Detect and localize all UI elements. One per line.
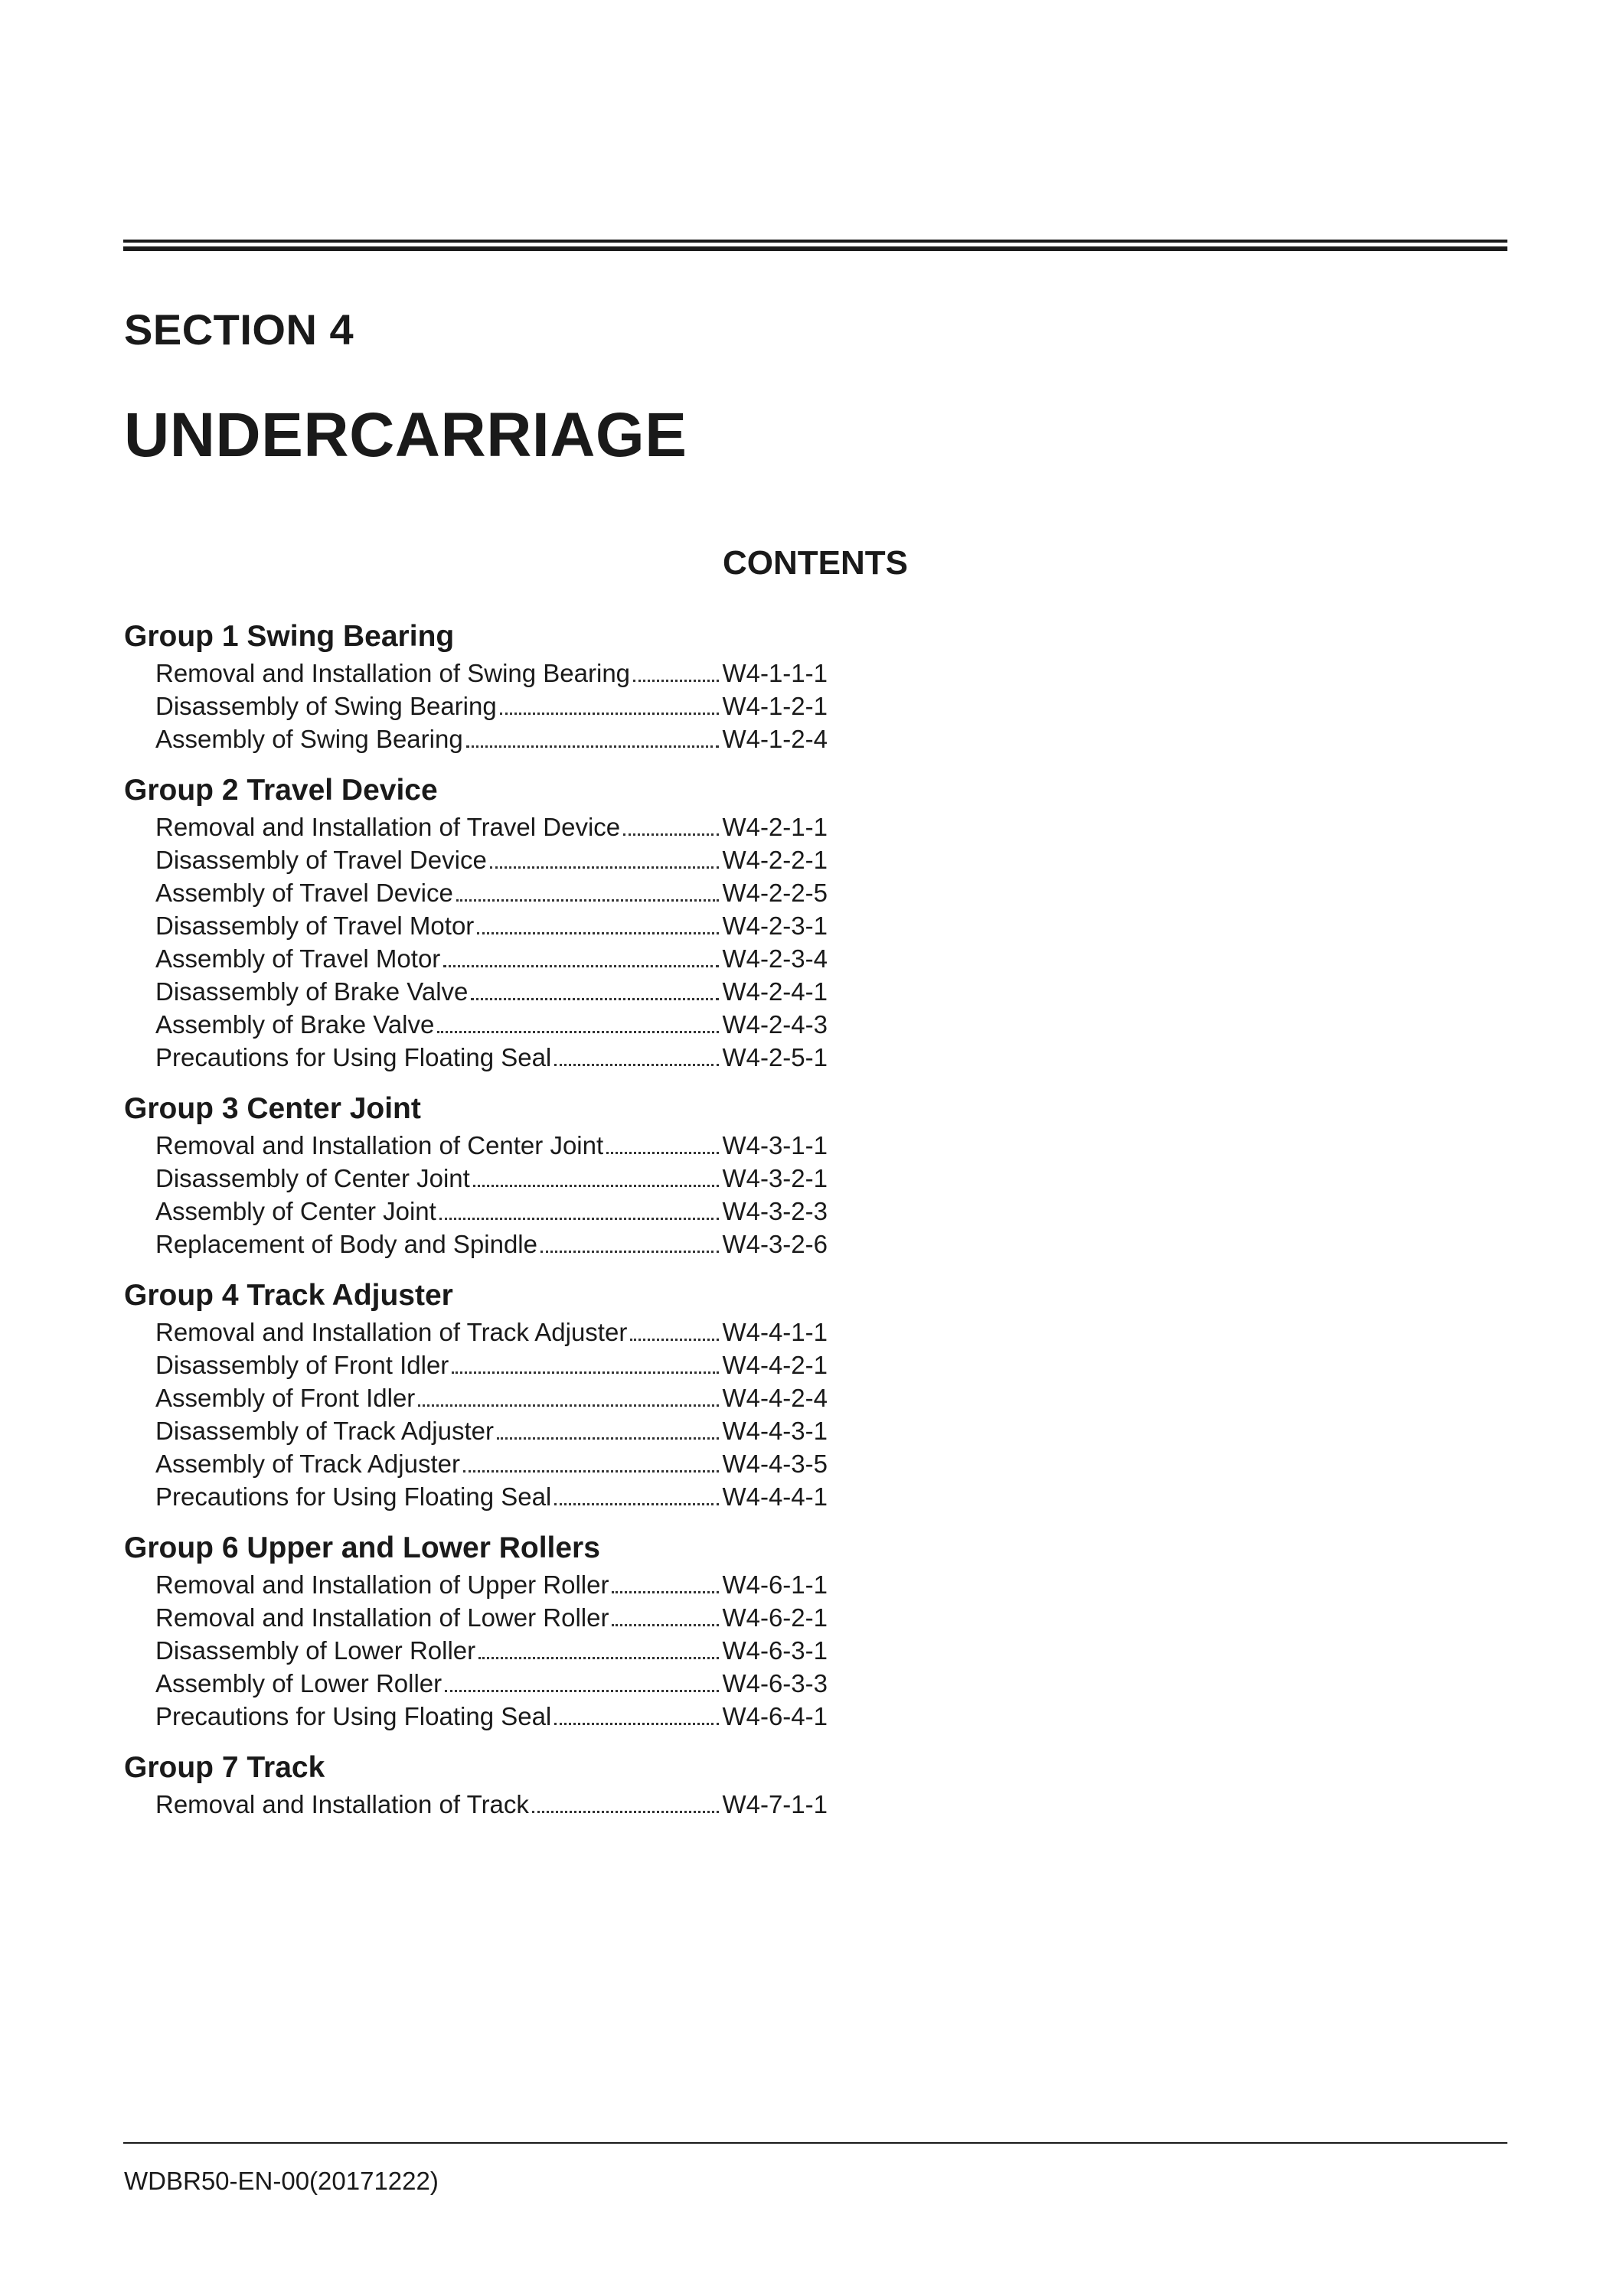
toc-entry-title: Removal and Installation of Track Adjuster [155,1318,628,1346]
toc-entry[interactable] [155,876,828,909]
table-of-contents [124,617,828,1836]
contents-heading: CONTENTS [723,544,908,582]
toc-entry-page: W4-4-4-1 [722,1482,828,1511]
dot-leader [612,1624,719,1626]
toc-entry-title: Removal and Installation of Travel Device [155,813,621,841]
toc-entry[interactable] [155,657,828,690]
toc-group [124,1276,828,1513]
dot-leader [623,833,719,836]
toc-group-title[interactable]: Group 1 Swing Bearing [124,620,455,653]
dot-leader [466,745,720,748]
toc-group-title[interactable]: Group 2 Travel Device [124,774,438,807]
toc-group [124,617,828,755]
dot-leader [456,899,720,902]
toc-entry-title: Assembly of Track Adjuster [155,1450,460,1478]
toc-entry[interactable] [155,1601,828,1634]
toc-entry-page: W4-2-3-4 [722,944,828,973]
toc-entry[interactable] [155,1447,828,1480]
toc-entry-page: W4-1-2-1 [722,692,828,720]
toc-group [124,1089,828,1261]
toc-entry-page: W4-2-3-1 [722,912,828,940]
section-label: SECTION 4 [124,305,354,354]
toc-entry-page: W4-4-1-1 [722,1318,828,1346]
toc-entry[interactable] [155,1667,828,1700]
toc-entry[interactable] [155,1634,828,1667]
dot-leader [473,1185,720,1187]
toc-entry-page: W4-4-2-4 [722,1384,828,1412]
toc-entry-page: W4-2-5-1 [722,1043,828,1071]
toc-entry-title: Disassembly of Travel Motor [155,912,475,940]
toc-entry-title: Removal and Installation of Center Joint [155,1131,604,1159]
toc-group-title[interactable]: Group 6 Upper and Lower Rollers [124,1531,600,1564]
toc-group [124,1528,828,1733]
toc-entry[interactable] [155,909,828,942]
dot-leader [477,932,719,934]
toc-entry-page: W4-3-2-6 [722,1230,828,1258]
dot-leader [554,1064,719,1066]
toc-entry-page: W4-4-3-1 [722,1417,828,1445]
toc-entry-page: W4-1-1-1 [722,659,828,687]
toc-entry[interactable] [155,942,828,975]
toc-entry-page: W4-2-1-1 [722,813,828,841]
toc-entry-page: W4-3-1-1 [722,1131,828,1159]
dot-leader [497,1437,719,1440]
toc-entry[interactable] [155,1162,828,1195]
toc-entry[interactable] [155,1381,828,1414]
toc-entry[interactable] [155,1480,828,1513]
toc-entry-page: W4-7-1-1 [722,1790,828,1818]
toc-entry-title: Removal and Installation of Swing Bearing [155,659,631,687]
dot-leader [443,965,719,967]
toc-entry-title: Assembly of Lower Roller [155,1669,442,1698]
toc-entry-title: Removal and Installation of Track [155,1790,529,1818]
toc-entry-title: Assembly of Brake Valve [155,1010,435,1039]
toc-entry-page: W4-6-3-3 [722,1669,828,1698]
toc-group-title[interactable]: Group 3 Center Joint [124,1092,421,1125]
dot-leader [478,1657,719,1659]
toc-entry-title: Disassembly of Swing Bearing [155,692,497,720]
toc-entry[interactable] [155,1414,828,1447]
toc-entry-title: Disassembly of Lower Roller [155,1636,476,1665]
dot-leader [554,1503,719,1505]
toc-entry[interactable] [155,1041,828,1074]
toc-group [124,1748,828,1821]
toc-entry-title: Assembly of Front Idler [155,1384,416,1412]
dot-leader [630,1339,719,1341]
toc-entry-title: Assembly of Swing Bearing [155,725,463,753]
toc-entry-title: Disassembly of Brake Valve [155,977,469,1006]
top-double-rule [123,240,1507,251]
toc-entry[interactable] [155,810,828,843]
toc-entry-title: Removal and Installation of Lower Roller [155,1603,609,1632]
toc-entry-title: Precautions for Using Floating Seal [155,1043,552,1071]
dot-leader [471,998,719,1000]
toc-entry[interactable] [155,1195,828,1228]
dot-leader [540,1251,719,1253]
toc-entry-title: Disassembly of Track Adjuster [155,1417,494,1445]
toc-entry-page: W4-2-4-3 [722,1010,828,1039]
toc-entry-title: Replacement of Body and Spindle [155,1230,537,1258]
section-title: UNDERCARRIAGE [124,400,687,470]
toc-group-title[interactable]: Group 7 Track [124,1751,325,1784]
dot-leader [554,1723,719,1725]
toc-entry-page: W4-6-2-1 [722,1603,828,1632]
toc-entry[interactable] [155,1788,828,1821]
toc-entry[interactable] [155,1316,828,1349]
dot-leader [612,1591,719,1593]
toc-entry[interactable] [155,1129,828,1162]
dot-leader [490,866,720,869]
toc-entry-title: Disassembly of Travel Device [155,846,487,874]
toc-entry-page: W4-6-4-1 [722,1702,828,1730]
toc-entry[interactable] [155,975,828,1008]
toc-entry[interactable] [155,1008,828,1041]
document-code: WDBR50-EN-00(20171222) [124,2167,439,2195]
toc-entry-title: Disassembly of Center Joint [155,1164,470,1192]
dot-leader [452,1371,719,1374]
toc-group [124,771,828,1074]
toc-entry[interactable] [155,1700,828,1733]
toc-entry[interactable] [155,843,828,876]
toc-entry[interactable] [155,1228,828,1261]
toc-entry-title: Precautions for Using Floating Seal [155,1482,552,1511]
toc-entry-title: Assembly of Travel Motor [155,944,441,973]
dot-leader [445,1690,719,1692]
toc-entry-page: W4-3-2-3 [722,1197,828,1225]
toc-entry-title: Disassembly of Front Idler [155,1351,449,1379]
dot-leader [633,680,719,682]
dot-leader [463,1470,719,1473]
toc-entry-page: W4-2-2-1 [722,846,828,874]
toc-entry-title: Assembly of Center Joint [155,1197,436,1225]
dot-leader [606,1152,719,1154]
toc-entry-page: W4-1-2-4 [722,725,828,753]
toc-entry-page: W4-3-2-1 [722,1164,828,1192]
toc-entry-page: W4-6-1-1 [722,1570,828,1599]
toc-entry-page: W4-4-3-5 [722,1450,828,1478]
dot-leader [437,1031,719,1033]
toc-entry-title: Removal and Installation of Upper Roller [155,1570,609,1599]
dot-leader [418,1404,719,1407]
toc-entry-page: W4-2-4-1 [722,977,828,1006]
toc-entry[interactable] [155,722,828,755]
dot-leader [500,713,720,715]
dot-leader [532,1811,720,1813]
toc-entry[interactable] [155,690,828,722]
footer-rule [123,2142,1507,2144]
toc-entry-page: W4-2-2-5 [722,879,828,907]
dot-leader [439,1218,720,1220]
toc-entry-title: Precautions for Using Floating Seal [155,1702,552,1730]
toc-entry-title: Assembly of Travel Device [155,879,453,907]
toc-group-title[interactable]: Group 4 Track Adjuster [124,1279,453,1312]
toc-entry[interactable] [155,1568,828,1601]
toc-entry-page: W4-6-3-1 [722,1636,828,1665]
toc-entry-page: W4-4-2-1 [722,1351,828,1379]
toc-entry[interactable] [155,1349,828,1381]
